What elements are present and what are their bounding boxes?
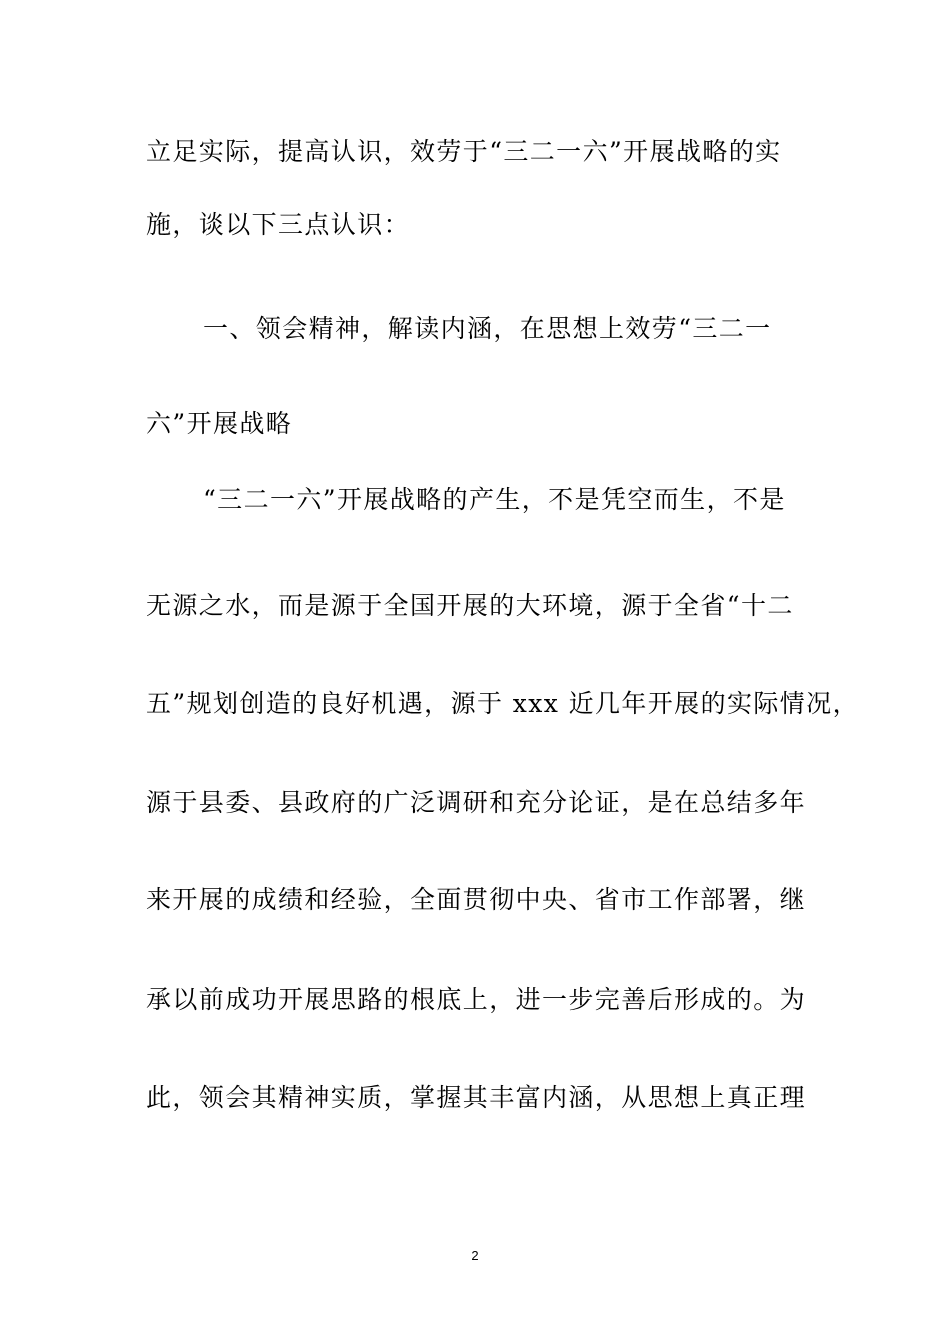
body-text-line: 五”规划创造的良好机遇，源于 xxx 近几年开展的实际情况， [146,689,859,718]
section-heading-line: 六”开展战略 [146,409,293,438]
page-number: 2 [471,1248,479,1263]
body-text-line: 承以前成功开展思路的根底上，进一步完善后形成的。为 [146,985,807,1014]
body-text-line: 源于县委、县政府的广泛调研和充分论证，是在总结多年 [146,788,807,817]
body-text-line: 施，谈以下三点认识： [146,210,411,239]
body-text-line: 立足实际，提高认识，效劳于“三二一六”开展战略的实 [146,137,782,166]
body-text-line: 来开展的成绩和经验，全面贯彻中央、省市工作部署，继 [146,885,807,914]
body-text-line: 无源之水，而是源于全国开展的大环境，源于全省“十二 [146,591,794,620]
body-text-line: 此，领会其精神实质，掌握其丰富内涵，从思想上真正理 [146,1083,807,1112]
body-text-line: “三二一六”开展战略的产生，不是凭空而生，不是 [203,485,786,514]
section-heading-line: 一、领会精神，解读内涵，在思想上效劳“三二一 [203,314,772,343]
